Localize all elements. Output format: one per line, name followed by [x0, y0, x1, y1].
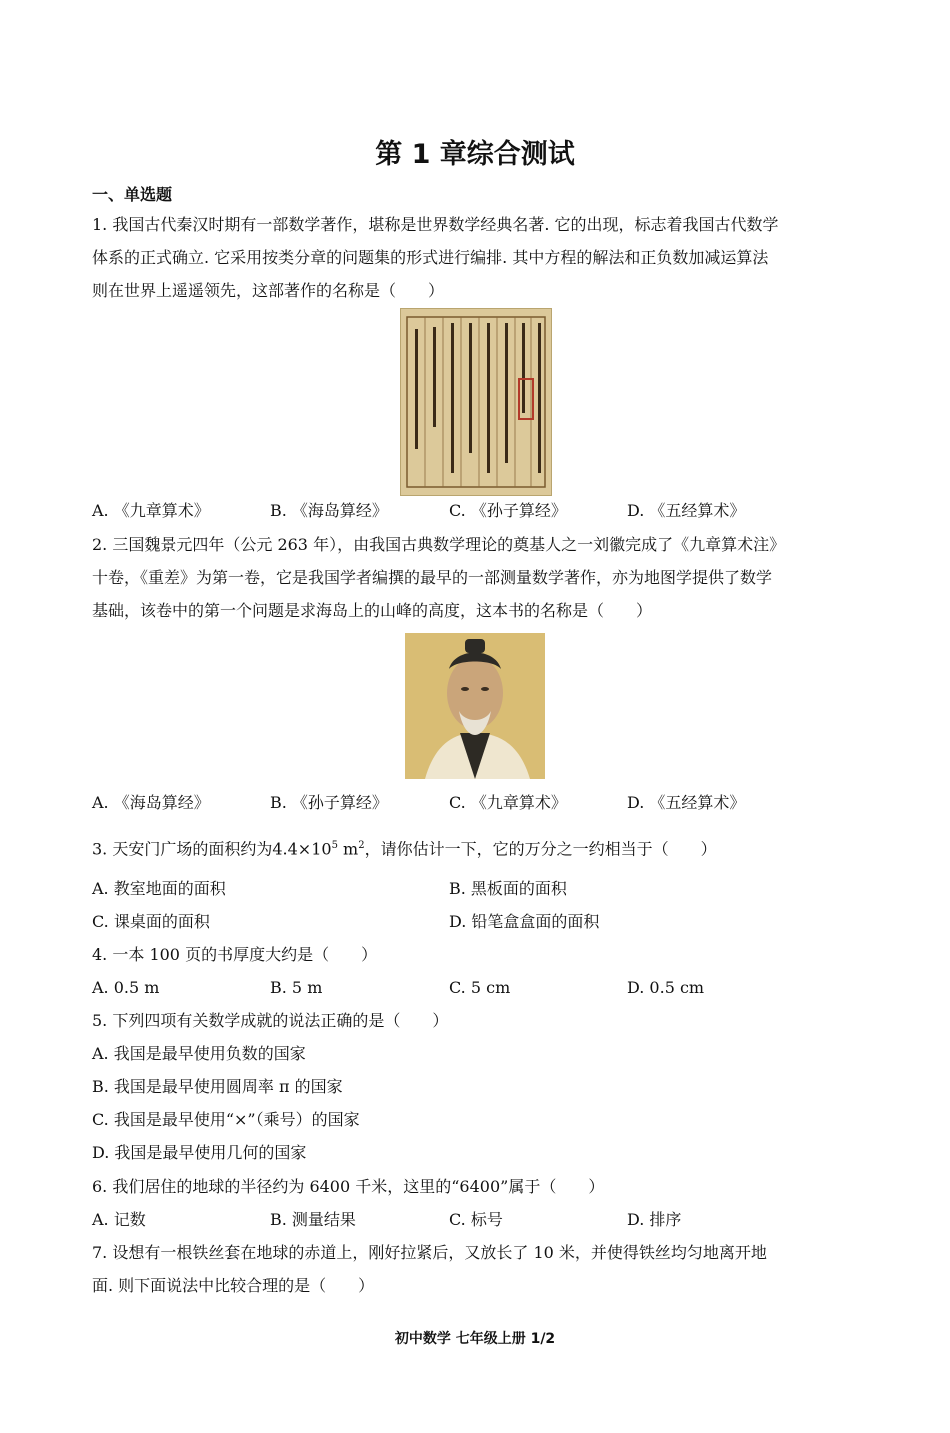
- q5-option-d[interactable]: D. 我国是最早使用几何的国家: [92, 1143, 307, 1162]
- q3-suffix: ，请你估计一下，它的万分之一约相当于（ ）: [364, 839, 717, 859]
- q3-value: 4.4×10: [272, 839, 332, 859]
- q2-line-3: 基础，该卷中的第一个问题是求海岛上的山峰的高度，这本书的名称是（ ）: [92, 601, 653, 620]
- q5-line: 5. 下列四项有关数学成就的说法正确的是（ ）: [92, 1011, 449, 1030]
- q6-option-b[interactable]: B. 测量结果: [270, 1210, 356, 1229]
- ancient-book-image: [400, 308, 552, 496]
- q4-option-b[interactable]: B. 5 m: [270, 978, 323, 997]
- q2-option-d[interactable]: D. 《五经算术》: [627, 793, 746, 812]
- q1-line-2: 体系的正式确立. 它采用按类分章的问题集的形式进行编排. 其中方程的解法和正负数加减运算法: [92, 248, 769, 267]
- q6-option-a[interactable]: A. 记数: [92, 1210, 146, 1229]
- page-footer: 初中数学 七年级上册 1/2: [394, 1331, 556, 1347]
- q2-option-a[interactable]: A. 《海岛算经》: [92, 793, 210, 812]
- q1-option-c[interactable]: C. 《孙子算经》: [449, 501, 567, 520]
- q5-option-a[interactable]: A. 我国是最早使用负数的国家: [92, 1044, 306, 1063]
- q5-option-c[interactable]: C. 我国是最早使用“×”（乘号）的国家: [92, 1110, 360, 1129]
- section-heading: 一、单选题: [92, 185, 173, 204]
- q2-option-c[interactable]: C. 《九章算术》: [449, 793, 567, 812]
- q3-option-a[interactable]: A. 教室地面的面积: [92, 879, 226, 898]
- q3-option-b[interactable]: B. 黑板面的面积: [449, 879, 567, 898]
- q5-option-b[interactable]: B. 我国是最早使用圆周率 π 的国家: [92, 1077, 343, 1096]
- page-title: 第 1 章综合测试: [375, 139, 575, 170]
- q3-option-c[interactable]: C. 课桌面的面积: [92, 912, 210, 931]
- q6-line: 6. 我们居住的地球的半径约为 6400 千米，这里的“6400”属于（ ）: [92, 1177, 605, 1196]
- q6-option-c[interactable]: C. 标号: [449, 1210, 503, 1229]
- q3-exponent: 5: [331, 840, 338, 851]
- q1-line-3: 则在世界上遥遥领先，这部著作的名称是（ ）: [92, 281, 445, 300]
- q2-line-2: 十卷，《重差》为第一卷，它是我国学者编撰的最早的一部测量数学著作，亦为地图学提供了数学: [92, 568, 773, 587]
- q3-option-d[interactable]: D. 铅笔盒盒面的面积: [449, 912, 600, 931]
- q6-option-d[interactable]: D. 排序: [627, 1210, 682, 1229]
- q3-unit: m: [337, 839, 359, 859]
- q4-option-a[interactable]: A. 0.5 m: [92, 978, 160, 997]
- q7-line-1: 7. 设想有一根铁丝套在地球的赤道上，刚好拉紧后，又放长了 10 米，并使得铁丝均匀地离开地: [92, 1243, 767, 1262]
- q1-option-b[interactable]: B. 《海岛算经》: [270, 501, 388, 520]
- q4-line: 4. 一本 100 页的书厚度大约是（ ）: [92, 945, 378, 964]
- q1-option-a[interactable]: A. 《九章算术》: [92, 501, 210, 520]
- q2-option-b[interactable]: B. 《孙子算经》: [270, 793, 388, 812]
- q3-unit-exponent: 2: [358, 840, 365, 851]
- q1-line-1: 1. 我国古代秦汉时期有一部数学著作，堪称是世界数学经典名著. 它的出现，标志着我国古代数学: [92, 215, 779, 234]
- q1-option-d[interactable]: D. 《五经算术》: [627, 501, 746, 520]
- scholar-portrait-image: [405, 633, 545, 779]
- q4-option-d[interactable]: D. 0.5 cm: [627, 978, 705, 997]
- q3-prefix: 3. 天安门广场的面积约为: [92, 839, 273, 859]
- q4-option-c[interactable]: C. 5 cm: [449, 978, 511, 997]
- q7-line-2: 面. 则下面说法中比较合理的是（ ）: [92, 1276, 375, 1295]
- q2-line-1: 2. 三国魏景元四年（公元 263 年），由我国古典数学理论的奠基人之一刘徽完成了《九章算术注》: [92, 535, 786, 554]
- q3-line: [92, 835, 717, 860]
